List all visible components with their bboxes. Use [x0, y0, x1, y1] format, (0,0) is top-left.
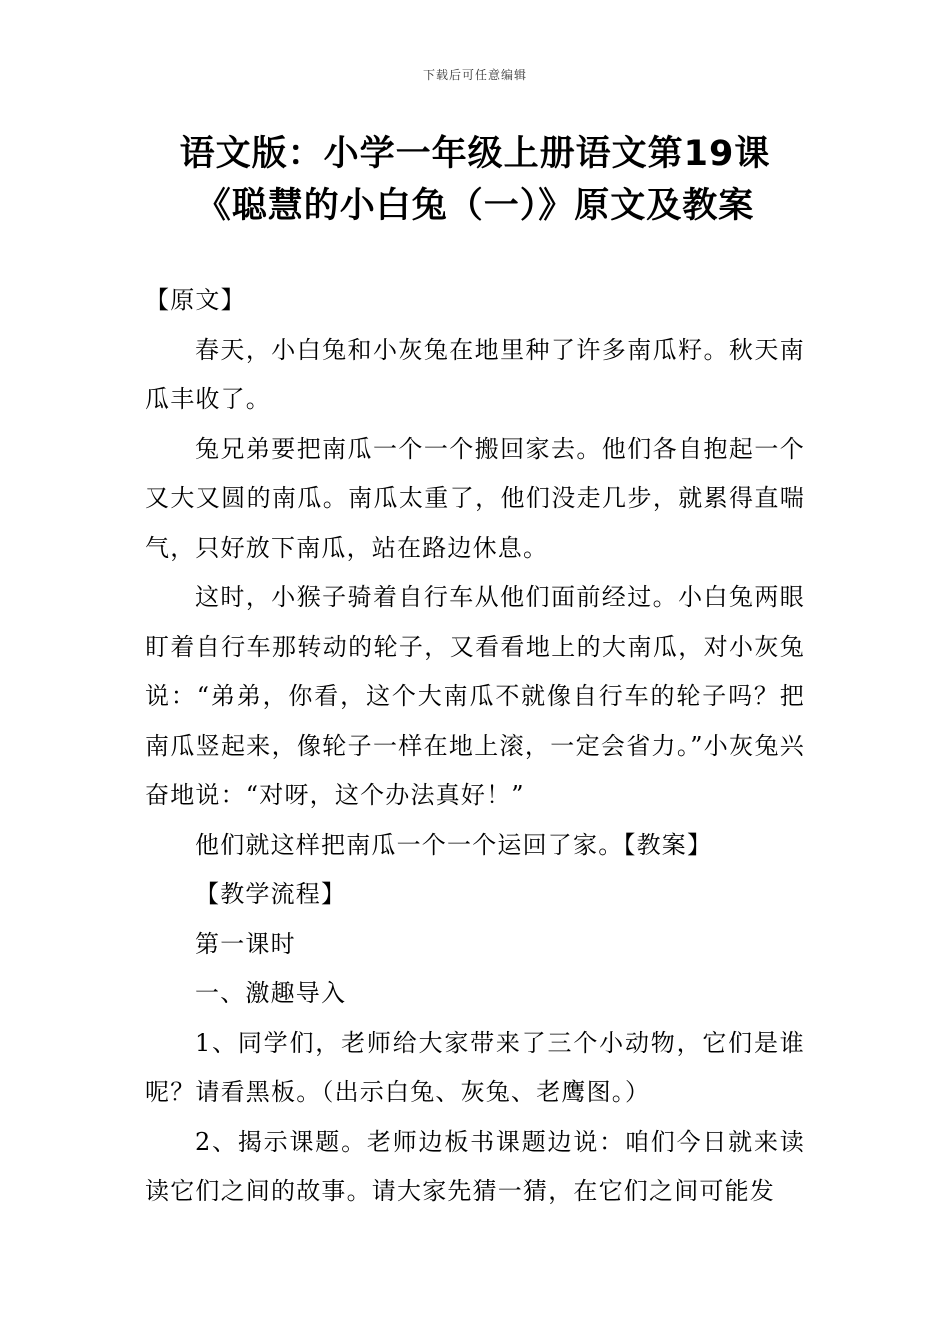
- section-heading-original-text: 【原文】: [145, 286, 246, 314]
- paragraph: 这时，小猴子骑着自行车从他们面前经过。小白兔两眼盯着自行车那转动的轮子，又看看地上的大南瓜，对小灰兔说：“弟弟，你看，这个大南瓜不就像自行车的轮子吗？把南瓜竖起来，像轮子一样在地上滚，一定会省力。”小灰兔兴奋地说：“对呀，这个办法真好！”: [145, 583, 805, 809]
- paragraph: 2、揭示课题。老师边板书课题边说：咱们今日就来读读它们之间的故事。请大家先猜一猜，在它们之间可能发: [145, 1127, 805, 1205]
- paragraph: 他们就这样把南瓜一个一个运回了家。【教案】: [195, 830, 713, 859]
- section-heading-teaching-process: 【教学流程】: [195, 880, 347, 908]
- document-title: 语文版：小学一年级上册语文第19课《聪慧的小白兔（一）》原文及教案: [179, 134, 771, 226]
- lesson-period-heading: 第一课时: [195, 929, 296, 958]
- document-body: [145, 276, 805, 1217]
- paragraph: 春天，小白兔和小灰兔在地里种了许多南瓜籽。秋天南瓜丰收了。: [145, 335, 805, 413]
- header-note: 下载后可任意编辑: [422, 68, 527, 82]
- step-heading: 一、激趣导入: [195, 979, 347, 1007]
- paragraph: 兔兄弟要把南瓜一个一个搬回家去。他们各自抱起一个又大又圆的南瓜。南瓜太重了，他们没走几步，就累得直喘气，只好放下南瓜，站在路边休息。: [145, 434, 805, 562]
- paragraph: 1、同学们，老师给大家带来了三个小动物，它们是谁呢？请看黑板。（出示白兔、灰兔、老鹰图。）: [145, 1028, 805, 1106]
